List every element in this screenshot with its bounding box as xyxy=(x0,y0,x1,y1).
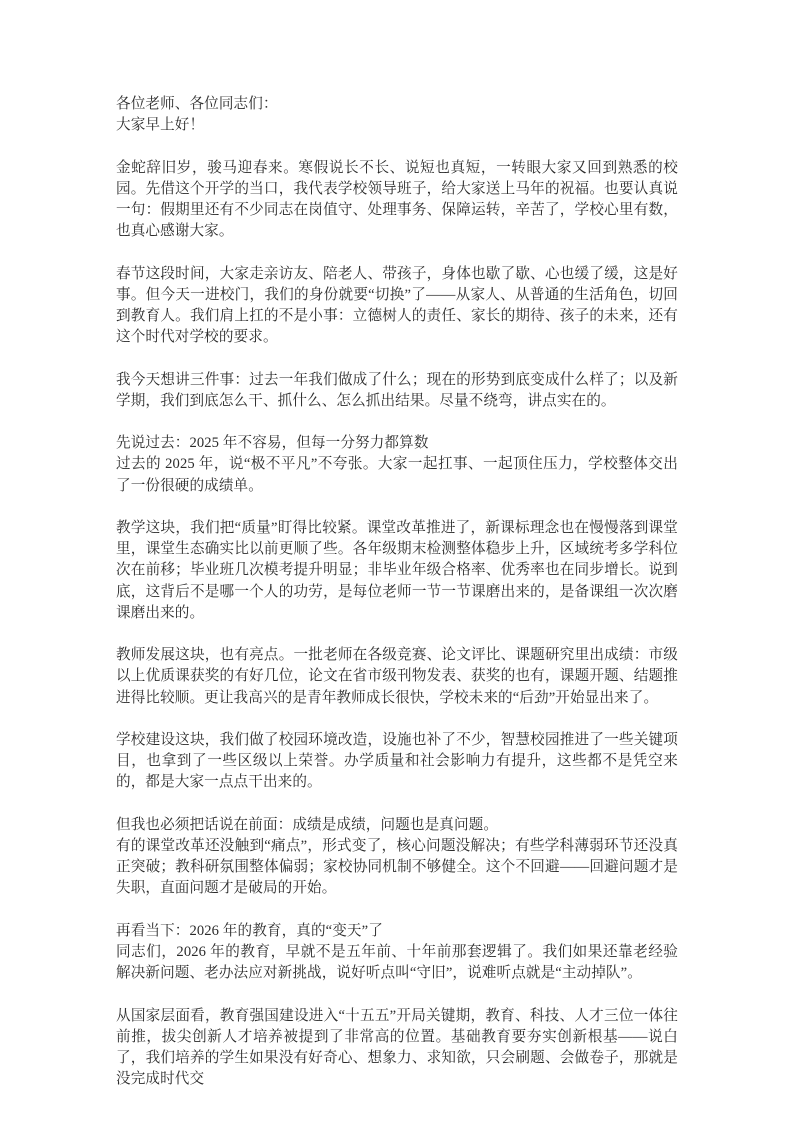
document-text-body xyxy=(116,94,678,1090)
paragraph-text: 教师发展这块，也有亮点。一批老师在各级竞赛、论文评比、课题研究里出成绩：市级以上优质课获奖的有好几位，论文在省市级刊物发表、获奖的也有，课题开题、结题推进得比较顺。更让我高兴的是青年教师成长很快，学校未来的“后劲”开始显出来了。 xyxy=(116,647,678,706)
paragraph-text: 过去的 2025 年，说“极不平凡”不夸张。大家一起扛事、一起顶住压力，学校整体交出了一份很硬的成绩单。 xyxy=(116,456,678,494)
paragraph-campus-construction xyxy=(116,730,678,794)
salutation-line-1: 各位老师、各位同志们： xyxy=(116,96,278,112)
paragraph-text: 春节这段时间，大家走亲访友、陪老人、带孩子，身体也歇了歇、心也缓了缓，这是好事。但今天一进校门，我们的身份就要“切换”了——从家人、从普通的生活角色，切回到教育人。我们肩上扛的不是小事：立德树人的责任、家长的期待、孩子的未来，还有这个时代对学校的要求。 xyxy=(116,265,678,346)
paragraph-text: 有的课堂改革还没触到“痛点”，形式变了，核心问题没解决；有些学科薄弱环节还没真正突破；教科研氛围整体偏弱；家校协同机制不够健全。这个不回避——回避问题才是失职，直面问题才是破局的开始。 xyxy=(116,837,678,897)
section-heading: 先说过去：2025 年不容易，但每一分努力都算数 xyxy=(116,435,429,452)
section-heading: 但我也必须把话说在前面：成绩是成绩，问题也是真问题。 xyxy=(116,816,499,833)
section-present-2026 xyxy=(116,921,678,985)
paragraph-text: 同志们，2026 年的教育，早就不是五年前、十年前那套逻辑了。我们如果还靠老经验解决新问题、老办法应对新挑战，说好听点叫“守旧”，说难听点就是“主动掉队”。 xyxy=(116,943,678,982)
paragraph-teaching-quality xyxy=(116,518,678,624)
salutation-line-2: 大家早上好！ xyxy=(116,117,205,134)
paragraph-national-level xyxy=(116,1006,678,1091)
section-problems-acknowledged xyxy=(116,815,678,900)
paragraph-text: 教学这块，我们把“质量”盯得比较紧。课堂改革推进了，新课标理念也在慢慢落到课堂里，课堂生态确实比以前更顺了些。各年级期末检测整体稳步上升，区域统考多学科位次在前移；毕业班几次模考提升明显；非毕业年级合格率、优秀率也在同步增长。说到底，这背后不是哪一个人的功劳，是每位老师一节一节课磨出来的，是备课组一次次磨课磨出来的。 xyxy=(116,519,678,621)
paragraph-three-topics xyxy=(116,370,678,412)
salutation-block xyxy=(116,94,678,136)
paragraph-role-switch xyxy=(116,264,678,349)
section-heading: 再看当下：2026 年的教育，真的“变天”了 xyxy=(116,922,383,939)
paragraph-text: 从国家层面看，教育强国建设进入“十五五”开局关键期，教育、科技、人才三位一体往前推，拔尖创新人才培养被提到了非常高的位置。基础教育要夯实创新根基——说白了，我们培养的学生如果没有好奇心、想象力、求知欲，只会刷题、会做卷子，那就是没完成时代交 xyxy=(116,1007,678,1088)
section-past-2025 xyxy=(116,433,678,497)
paragraph-text: 我今天想讲三件事：过去一年我们做成了什么；现在的形势到底变成什么样了；以及新学期，我们到底怎么干、抓什么、怎么抓出结果。尽量不绕弯，讲点实在的。 xyxy=(116,371,678,409)
paragraph-greeting-new-year xyxy=(116,158,678,243)
paragraph-text: 金蛇辞旧岁，骏马迎春来。寒假说长不长、说短也真短，一转眼大家又回到熟悉的校园。先借这个开学的当口，我代表学校领导班子，给大家送上马年的祝福。也要认真说一句：假期里还有不少同志在岗值守、处理事务、保障运转，辛苦了，学校心里有数，也真心感谢大家。 xyxy=(116,159,678,240)
paragraph-teacher-development xyxy=(116,645,678,709)
paragraph-text: 学校建设这块，我们做了校园环境改造，设施也补了不少，智慧校园推进了一些关键项目，也拿到了一些区级以上荣誉。办学质量和社会影响力有提升，这些都不是凭空来的，都是大家一点点干出来的。 xyxy=(116,731,678,791)
